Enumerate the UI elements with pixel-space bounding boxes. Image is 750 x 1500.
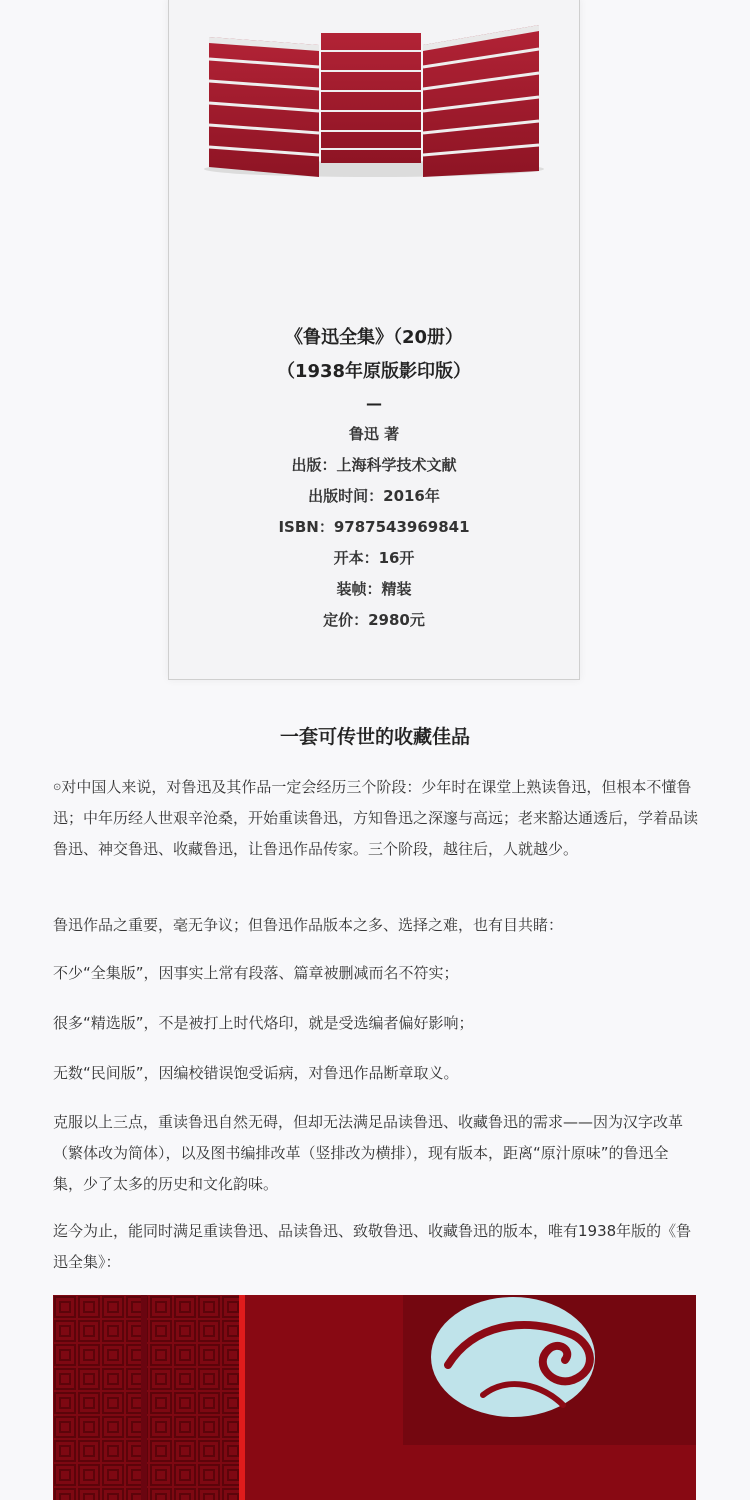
paragraph-selected-edition: 很多“精选版”，不是被打上时代烙印，就是受选编者偏好影响； [53, 1014, 474, 1032]
book-isbn: ISBN：9787543969841 [278, 518, 470, 536]
book-format: 开本：16开 [333, 549, 415, 567]
decorative-banner-image [53, 1295, 696, 1500]
paragraph-intro-text: 对中国人来说，对鲁迅及其作品一定会经历三个阶段：少年时在课堂上熟读鲁迅，但根本不懂鲁迅；中年历经人世艰辛沧桑，开始重读鲁迅，方知鲁迅之深邃与高远；老来豁达通透后，学着品读鲁迅、神交鲁迅、收藏鲁迅，让鲁迅作品传家。三个阶段，越往后，人就越少。 [53, 778, 699, 858]
section-heading: 一套可传世的收藏佳品 [279, 726, 470, 748]
paragraph-folk-edition: 无数“民间版”，因编校错误饱受诟病，对鲁迅作品断章取义。 [53, 1064, 459, 1082]
book-set-image [199, 0, 549, 199]
paragraph-intro [53, 772, 698, 865]
book-edition: （1938年原版影印版） [276, 361, 472, 382]
right-book-stack [423, 25, 539, 177]
paragraph-1938-edition: 迄今为止，能同时满足重读鲁迅、品读鲁迅、致敬鲁迅、收藏鲁迅的版本，唯有1938年版的《鲁迅全集》： [53, 1222, 692, 1271]
product-info [169, 321, 579, 636]
left-book-stack [209, 37, 319, 177]
book-pub-date: 出版时间：2016年 [308, 487, 440, 505]
divider-dash: — [366, 394, 382, 413]
product-card [168, 0, 580, 680]
book-price: 定价：2980元 [323, 611, 425, 629]
book-title: 《鲁迅全集》（20册） [284, 327, 464, 348]
book-binding: 装帧：精装 [336, 580, 412, 598]
bullet-icon: ⊙ [53, 782, 62, 793]
book-author: 鲁迅 著 [348, 425, 400, 443]
book-publisher: 出版：上海科学技术文献 [291, 456, 457, 474]
paragraph-full-edition: 不少“全集版”，因事实上常有段落、篇章被删减而名不符实； [53, 964, 459, 982]
middle-book-stack [321, 33, 421, 163]
paragraph-importance: 鲁迅作品之重要，毫无争议；但鲁迅作品版本之多、选择之难，也有目共睹： [53, 916, 564, 934]
paragraph-overcome: 克服以上三点，重读鲁迅自然无碍，但却无法满足品读鲁迅、收藏鲁迅的需求——因为汉字改革（繁体改为简体），以及图书编排改革（竖排改为横排），现有版本，距离“原汁原味”的鲁迅全集，少了太多的历史和文化韵味。 [53, 1113, 684, 1193]
